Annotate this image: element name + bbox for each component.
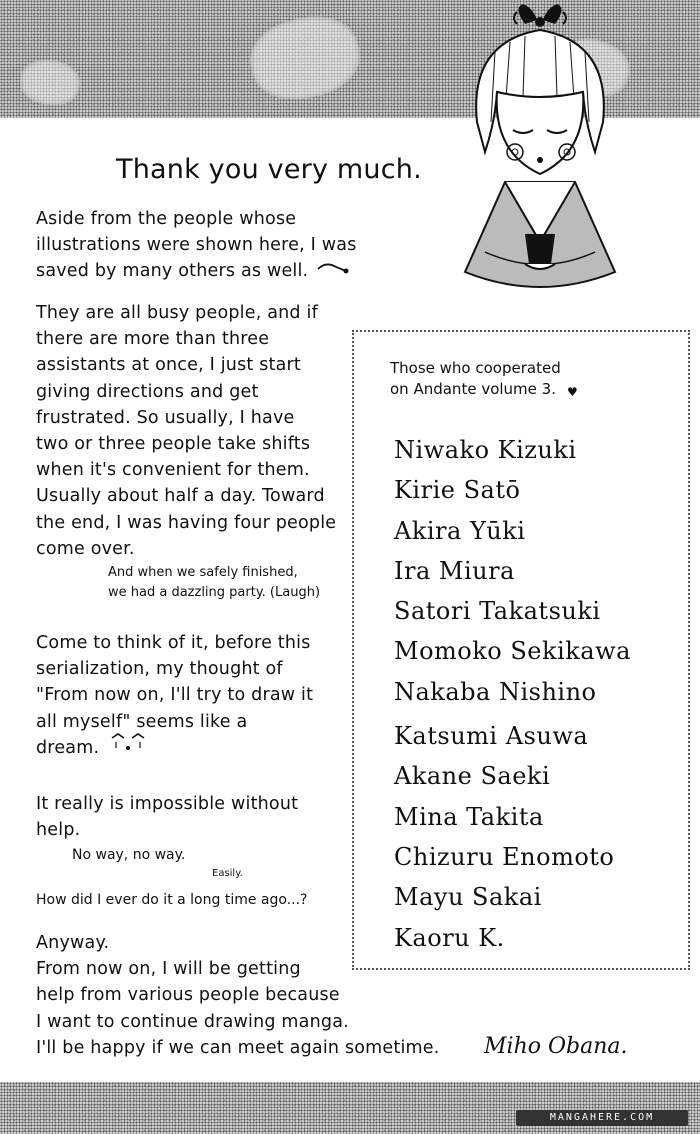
credit-name: Kirie Satō [394, 476, 521, 505]
crying-face-doodle-icon [108, 730, 148, 756]
watermark: MANGAHERE.COM [516, 1110, 688, 1126]
paragraph-busy-people: They are all busy people, and if there are more than three assistants at once, I just start giving directions and get frustrated. So usually, I have two or three people take shifts when it's convenient for them. Usually about half a day. Toward the end, I was having four people come over. [36, 303, 337, 559]
credits-box [352, 330, 690, 970]
paragraph-assistants-intro: Aside from the people whose illustrations were shown here, I was saved by many others as well. [36, 209, 357, 282]
screentone-footer-background [0, 1082, 700, 1134]
paragraph-serialization: Come to think of it, before this serialization, my thought of "From now on, I'll try to draw it all myself" seems like a dream. [36, 633, 314, 758]
credit-name: Momoko Sekikawa [394, 637, 631, 666]
bowing-girl-illustration [455, 2, 660, 302]
credits-header: Those who cooperated on Andante volume 3. [390, 359, 561, 398]
flower-pattern [17, 56, 83, 109]
credit-name: Niwako Kizuki [394, 436, 577, 464]
credit-name: Kaoru K. [394, 923, 505, 952]
note-easily: Easily. [212, 868, 243, 879]
note-party: And when we safely finished, we had a dazzling party. (Laugh) [108, 565, 321, 600]
credits-name-list [394, 430, 631, 958]
credit-name: Chizuru Enomoto [394, 842, 615, 871]
author-signature: Miho Obana. [484, 1034, 628, 1059]
credit-name: Akane Saeki [394, 762, 551, 791]
paragraph-impossible: It really is impossible without help. [36, 794, 299, 841]
note-long-ago: How did I ever do it a long time ago...? [36, 892, 308, 908]
credit-name: Akira Yūki [394, 516, 526, 545]
credit-name: Mina Takita [394, 802, 544, 831]
sweat-doodle-icon [316, 259, 350, 275]
paragraph-closing: Anyway. From now on, I will be getting help from various people because I want to continue drawing manga. I'll be happy if we can meet again sometime. [36, 933, 440, 1058]
heart-icon: ♥ [567, 385, 578, 399]
flower-pattern [243, 7, 367, 108]
credit-name: Satori Takatsuki [394, 597, 601, 626]
note-no-way: No way, no way. [72, 847, 186, 863]
credit-name: Nakaba Nishino [394, 677, 597, 706]
page-title: Thank you very much. [116, 154, 422, 186]
credit-name: Mayu Sakai [394, 883, 542, 912]
credit-name: Katsumi Asuwa [394, 722, 589, 751]
credit-name: Ira Miura [394, 556, 515, 585]
